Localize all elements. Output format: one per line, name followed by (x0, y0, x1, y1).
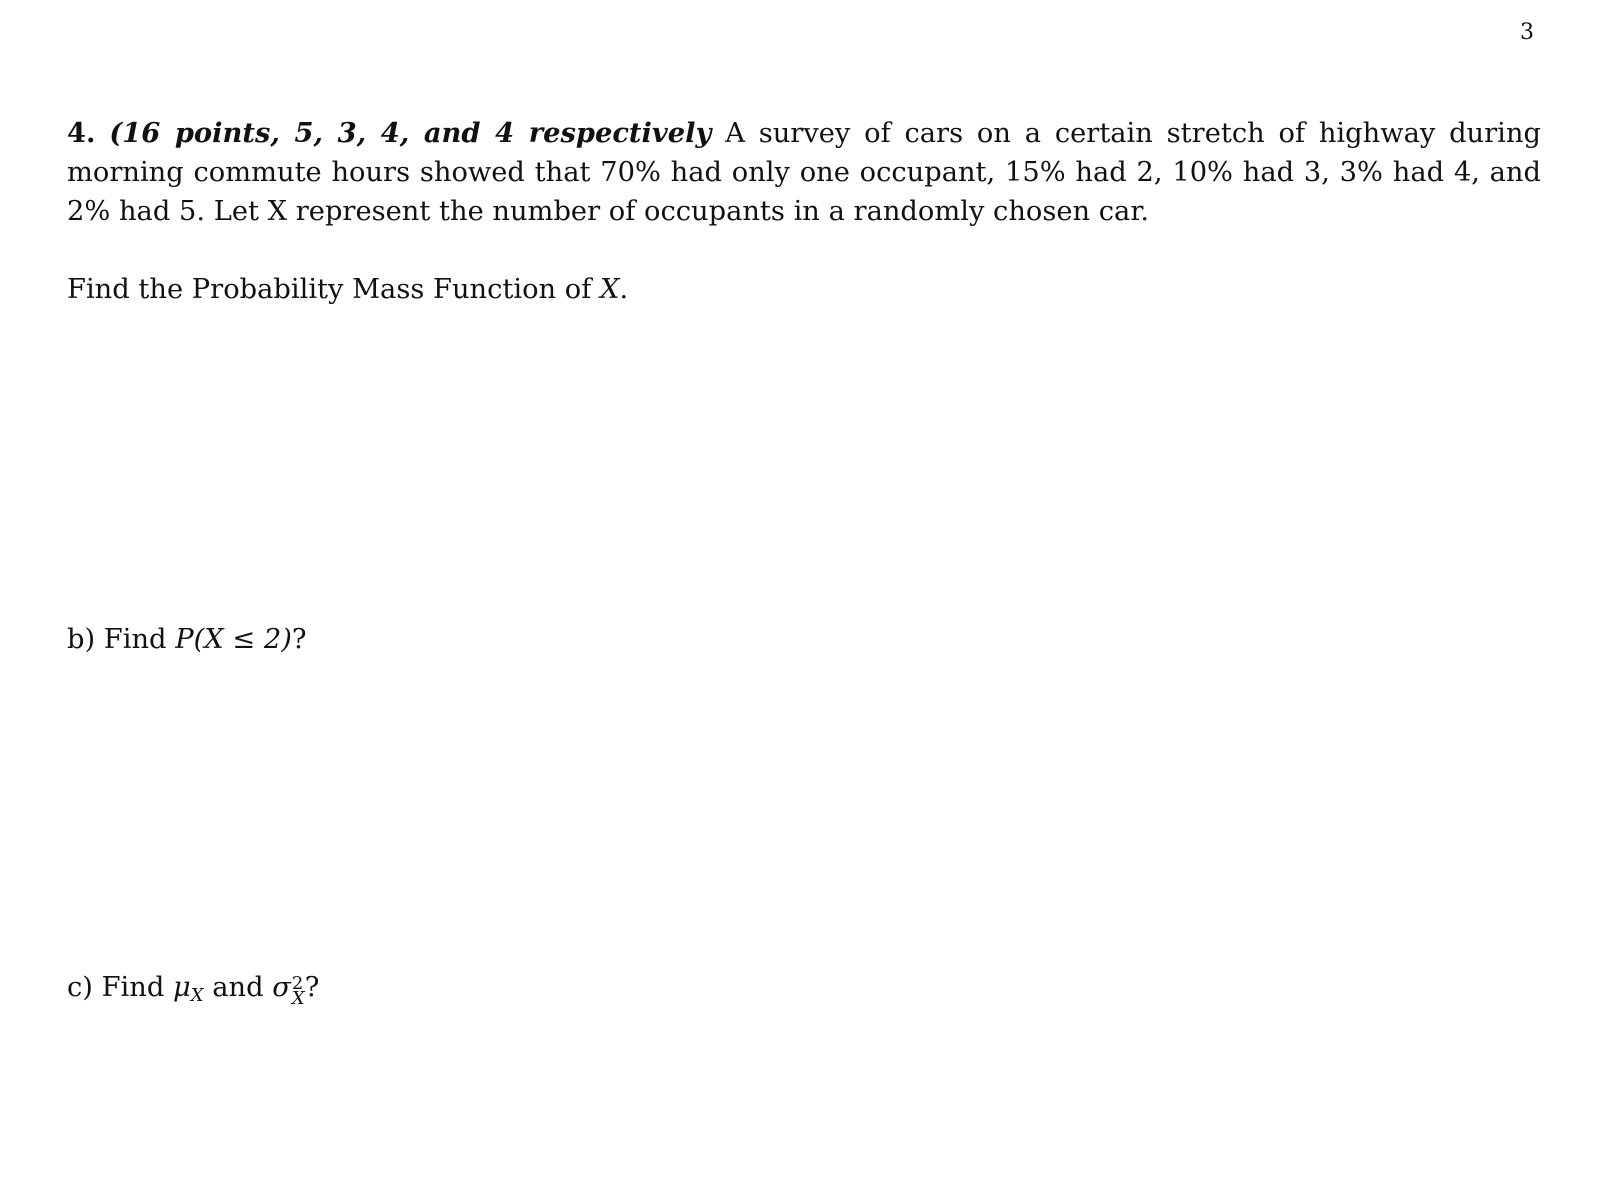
part-a-end: . (619, 274, 629, 305)
part-c-prefix: c) Find (67, 972, 174, 1003)
problem-points: (16 points, 5, 3, 4, and 4 respectively (109, 117, 712, 149)
part-a-variable: X (600, 274, 620, 305)
sigma-subscript: X (291, 988, 305, 1009)
part-c-question (67, 970, 319, 1014)
sigma-symbol: σ (272, 972, 291, 1003)
part-b-expression: P(X ≤ 2) (175, 624, 292, 655)
mu-symbol: μ (173, 972, 191, 1003)
problem-text: A survey of cars on a certain stretch of highway during morning commute hours showed that 70% had only one occupant, 15% had 2, 10% had 3, 3% had 4, and 2% had 5. Let X represent the number of occupants in a randomly chosen car. (67, 118, 1541, 227)
problem-statement (67, 114, 1541, 231)
part-a-question (67, 272, 628, 308)
sigma-superscript: 2 (291, 973, 304, 994)
problem-number: 4. (67, 117, 96, 149)
part-b-end: ? (291, 624, 307, 655)
sigma-scripts (291, 973, 305, 1009)
page-number: 3 (1520, 20, 1534, 45)
mu-subscript: X (190, 985, 204, 1006)
part-b-prefix: b) Find (67, 624, 176, 655)
part-c-conjunction: and (203, 972, 273, 1003)
part-c-end: ? (304, 972, 320, 1003)
part-b-question (67, 622, 307, 658)
part-a-text: Find the Probability Mass Function of (67, 274, 601, 305)
